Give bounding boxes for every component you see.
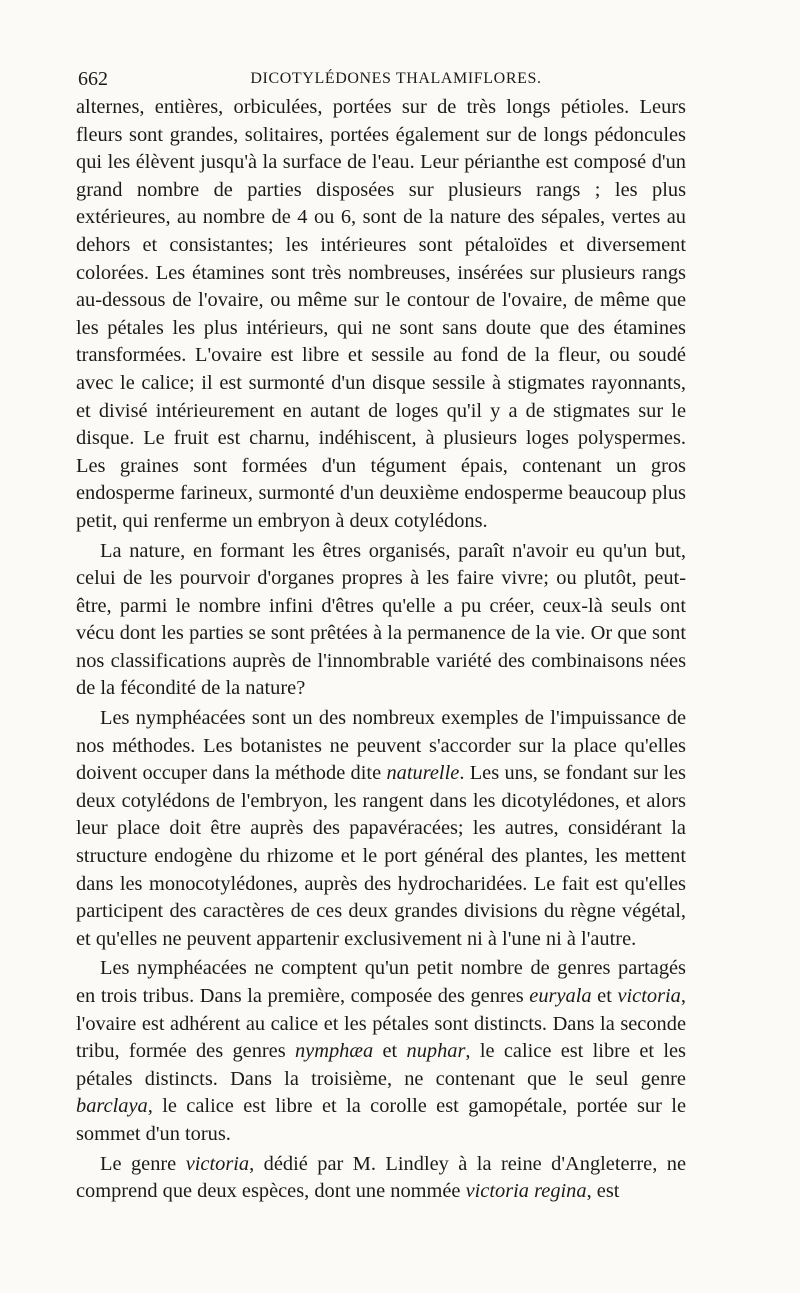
genus-name: nymphæa: [294, 1040, 374, 1063]
book-page: [76, 68, 686, 1206]
running-head: [76, 68, 686, 90]
genus-name: euryala: [529, 985, 592, 1007]
text-run: , est: [586, 1180, 620, 1203]
running-title: DICOTYLÉDONES THALAMIFLORES.: [250, 70, 542, 87]
paragraph-leaves-and-flowers: [76, 94, 686, 536]
text-run: et: [591, 985, 618, 1007]
italic-term: naturelle: [386, 762, 460, 785]
text-run: , le calice est libre et les pétales distincts. Dans la troisième, ne contenant que le seul genre: [76, 1040, 686, 1090]
page-number: 662: [78, 68, 108, 90]
genus-name: nuphar: [406, 1040, 466, 1063]
genus-name: barclaya: [76, 1095, 148, 1118]
paragraph-victoria: [76, 1151, 686, 1206]
text-run: , l'ovaire est adhérent au calice et les pétales sont distincts. Dans la seconde tribu, formée des genres: [76, 985, 686, 1063]
paragraph-classification: [76, 705, 686, 953]
genus-name: victoria: [617, 985, 681, 1007]
text-run: Les nymphéacées ne comptent qu'un petit nombre de genres partagés en trois tribus. Dans la première, composée des genres: [76, 957, 686, 1007]
text-run: Le genre: [100, 1152, 186, 1175]
paragraph-nature: [76, 538, 686, 704]
genus-name: victoria: [185, 1152, 250, 1175]
text-run: et: [373, 1040, 407, 1063]
text-run: La nature, en formant les êtres organisés, paraît n'avoir eu qu'un but, celui de les pourvoir d'organes propres à les faire vivre; ou plutôt, peut-être, parmi le nombre infini d'êtres qu'elle a pu créer, ceux-là seuls ont vécu dont les parties se sont prêtées à la permanence de la vie. Or que sont nos classifications auprès de l'innombrable variété des combinaisons nées de la fécondité de la nature?: [76, 539, 686, 700]
text-run: , dédié par M. Lindley à la reine d'Angleterre, ne comprend que deux espèces, dont une nommée: [76, 1152, 686, 1203]
paragraph-tribes: [76, 955, 686, 1148]
text-run: . Les uns, se fondant sur les deux cotylédons de l'embryon, les rangent dans les dicotylédones, et alors leur place doit être auprès des papavéracées; les autres, considérant la structure endogène du rhizome et le port général des plantes, les mettent dans les monocotylédones, auprès des hydrocharidées. Le fait est qu'elles participent des caractères de ces deux grandes divisions du règne végétal, et qu'elles ne peuvent appartenir exclusivement ni à l'une ni à l'autre.: [76, 762, 686, 950]
text-run: alternes, entières, orbiculées, portées sur de très longs pétioles. Leurs fleurs sont grandes, solitaires, portées également sur de longs pédoncules qui les élèvent jusqu'à la surface de l'eau. Leur périanthe est composé d'un grand nombre de parties disposées sur plusieurs rangs ; les plus extérieures, au nombre de 4 ou 6, sont de la nature des sépales, vertes au dehors et consistantes; les intérieures sont pétaloïdes et diversement colorées. Les étamines sont très nombreuses, insérées sur plusieurs rangs au-dessous de l'ovaire, ou même sur le contour de l'ovaire, de même que les pétales les plus intérieurs, qui ne sont sans doute que des étamines transformées. L'ovaire est libre et sessile au fond de la fleur, ou soudé avec le calice; il est surmonté d'un disque sessile à stigmates rayonnants, et divisé intérieurement en autant de loges qu'il y a de stigmates sur le disque. Le fruit est charnu, indéhiscent, à plusieurs loges polyspermes. Les graines sont formées d'un tégument épais, contenant un gros endosperme farineux, surmonté d'un deuxième endosperme beaucoup plus petit, qui renferme un embryon à deux cotylédons.: [76, 96, 686, 532]
text-run: , le calice est libre et la corolle est gamopétale, portée sur le sommet d'un torus.: [76, 1095, 686, 1145]
species-name: victoria regina: [465, 1180, 587, 1203]
text-run: Les nymphéacées sont un des nombreux exemples de l'impuissance de nos méthodes. Les botanistes ne peuvent s'accorder sur la place qu'elles doivent occuper dans la méthode dite: [76, 707, 686, 785]
